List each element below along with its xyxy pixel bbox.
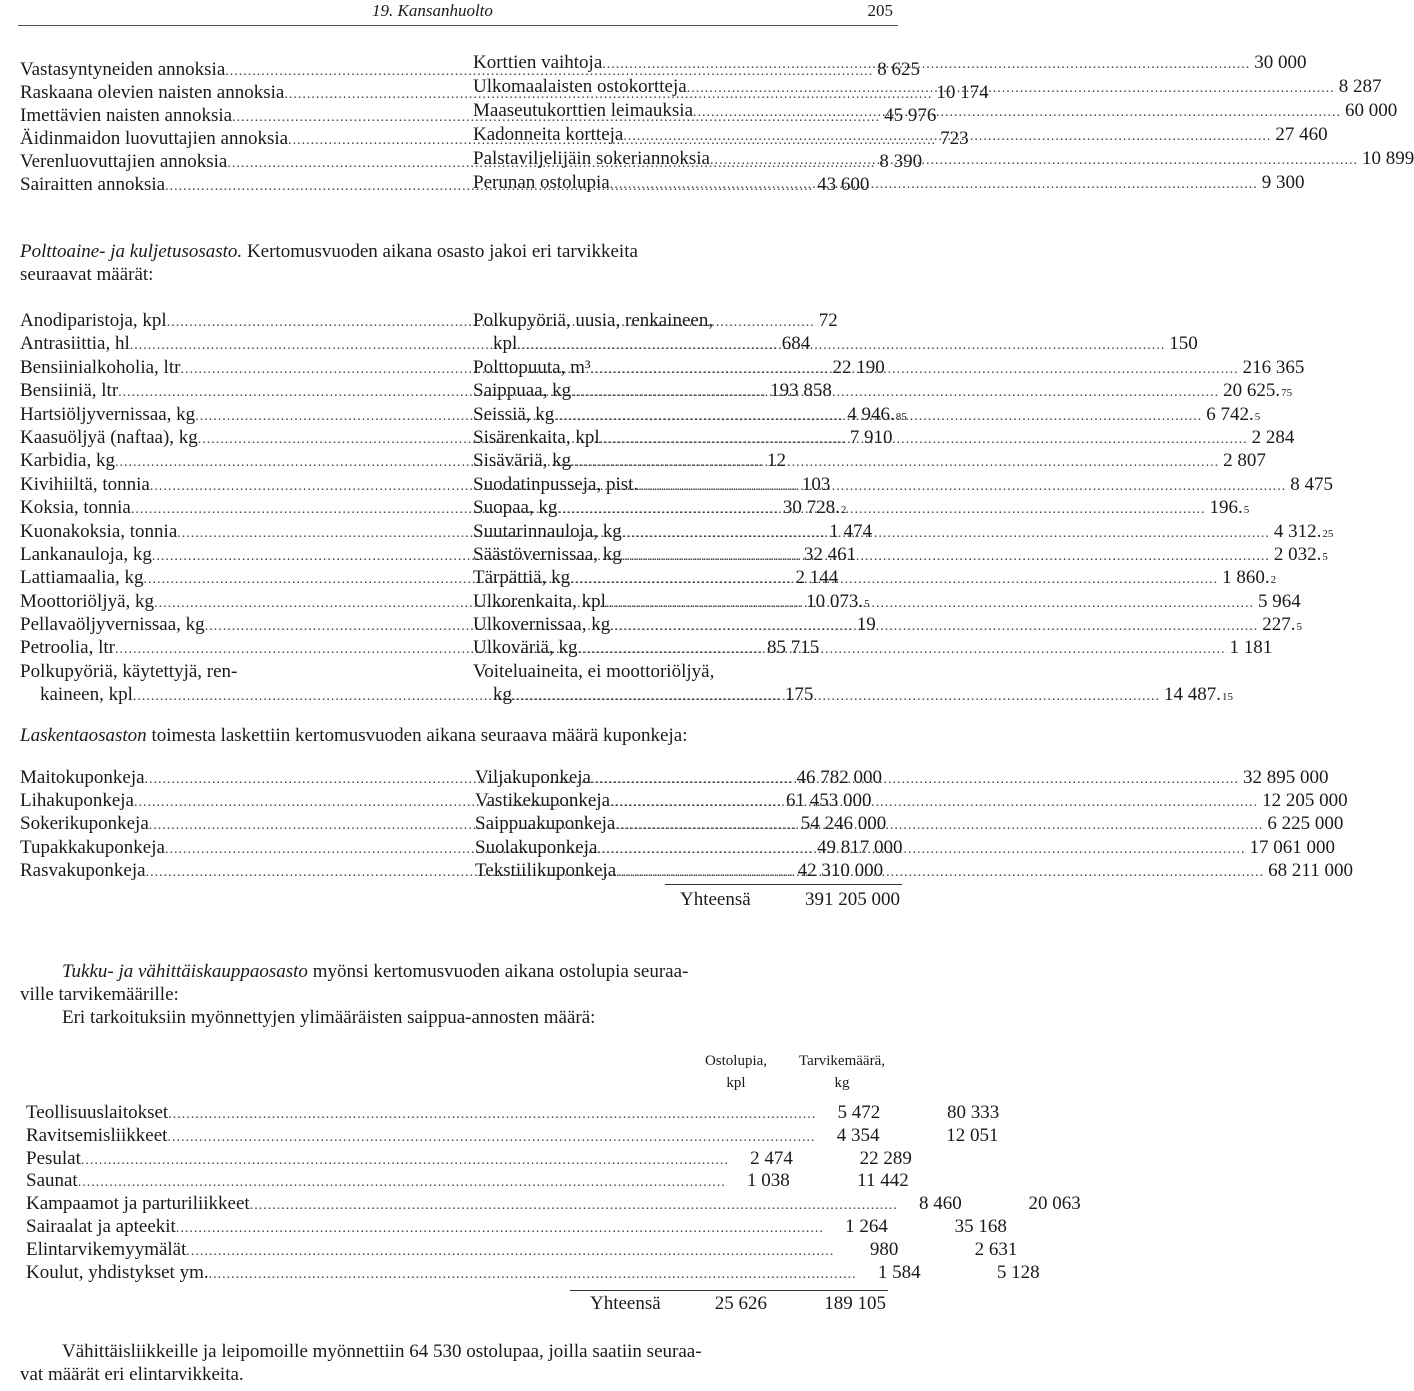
- item-label: Kivihiiltä, tonnia: [20, 473, 150, 495]
- soap-row-permits: 4 354: [836, 1124, 880, 1146]
- item-value-text: 12: [766, 450, 786, 472]
- dot-leader: [600, 433, 1248, 447]
- soap-row-amount: 35 168: [954, 1215, 1007, 1237]
- list-item: [473, 333, 1198, 357]
- dot-leader: [687, 82, 1335, 96]
- list-item: [473, 637, 1273, 661]
- item-value: [1264, 861, 1353, 880]
- item-label: Pellavaöljyvernissaa, kg: [20, 614, 205, 636]
- item-value-text: 42 310 000: [797, 859, 884, 881]
- dot-leader: [606, 597, 1254, 611]
- coupons-total-rule: [665, 884, 902, 885]
- list-item: [473, 473, 1333, 498]
- item-value: [1358, 149, 1414, 168]
- item-label: Rasvakuponkeja: [20, 859, 146, 881]
- soap-row-permits: 1 038: [746, 1170, 790, 1192]
- item-label: Karbidia, kg: [20, 450, 115, 472]
- item-label: Suopaa, kg: [473, 497, 558, 519]
- fuel-intro-text: Kertomusvuoden aikana osasto jakoi eri tarvikkeita: [242, 241, 638, 262]
- dot-leader: [577, 643, 1225, 657]
- soap-row-amount: 22 289: [859, 1147, 912, 1169]
- item-value-text: 60 000: [1345, 100, 1398, 121]
- item-value: [1205, 498, 1249, 517]
- coupons-total-value: 391 205 000: [805, 889, 900, 910]
- item-value: [1225, 638, 1272, 657]
- item-value: [1245, 838, 1335, 857]
- soap-row-label: Saunat: [26, 1170, 78, 1192]
- soap-total-permits: 25 626: [714, 1293, 767, 1314]
- item-label: Ulkoväriä, kg: [473, 637, 578, 659]
- item-value-text: 2 284: [1251, 426, 1295, 448]
- soap-row-amount: 5 128: [996, 1261, 1040, 1283]
- item-value-text: 10 899: [1361, 148, 1414, 169]
- item-label: Verenluovuttajien annoksia: [20, 151, 228, 172]
- table-row: [26, 1193, 1081, 1217]
- soap-row-label: Teollisuuslaitokset: [26, 1102, 169, 1123]
- item-label: Säästövernissaa, kg: [473, 543, 622, 565]
- item-value-text: 2 807: [1223, 450, 1266, 472]
- dot-leader: [81, 1154, 729, 1168]
- soap-row-amount: 20 063: [1028, 1193, 1081, 1215]
- item-value: [1248, 428, 1295, 447]
- soap-col2-header-line2: kg: [834, 1075, 850, 1091]
- item-label: kg: [493, 684, 512, 706]
- soap-row-label: Elintarvikemyymälät: [26, 1238, 187, 1260]
- list-item: [473, 590, 1301, 615]
- item-label: Ulkovernissaa, kg: [473, 614, 611, 636]
- soap-row-amount: 12 051: [946, 1124, 999, 1146]
- item-value-text: 216 365: [1242, 356, 1305, 378]
- item-value-text: 68 211 000: [1268, 859, 1353, 881]
- item-value: [1258, 173, 1305, 192]
- item-label: Saippuaa, kg: [473, 380, 572, 402]
- soap-row-label: Kampaamot ja parturiliikkeet: [26, 1193, 250, 1215]
- dot-leader: [610, 796, 1258, 810]
- item-label: Polttopuuta, m³: [473, 356, 591, 378]
- dot-leader: [176, 1222, 824, 1236]
- soap-row-label: Sairaalat ja apteekit: [26, 1215, 176, 1237]
- wholesale-intro-line2: ville tarvikemäärille:: [20, 984, 179, 1005]
- page-header: [0, 2, 960, 24]
- item-value-text: 8 287: [1338, 76, 1382, 97]
- item-label: Maitokuponkeja: [20, 767, 145, 788]
- item-label: Sokerikuponkeja: [20, 813, 149, 835]
- decimal-suffix: 75: [1281, 387, 1293, 400]
- item-value-text: 723: [940, 128, 969, 149]
- list-item: [473, 311, 897, 334]
- item-value: [1341, 101, 1397, 120]
- item-label: Vastikekuponkeja: [475, 790, 611, 812]
- page-number: 205: [867, 1, 893, 20]
- item-value-text: 46 782 000: [796, 767, 883, 788]
- soap-row-label: Ravitsemisliikkeet: [26, 1124, 168, 1146]
- soap-row-label: Koulut, yhdistykset ym.: [26, 1261, 209, 1283]
- dot-leader: [638, 480, 1286, 494]
- item-value-text: 1 181: [1229, 637, 1273, 659]
- soap-row-permits: 5 472: [837, 1102, 881, 1123]
- item-value-text: 32 461: [803, 543, 857, 565]
- item-value-text: 12 205 000: [1262, 790, 1348, 812]
- decimal-suffix: 2: [840, 504, 847, 517]
- list-item: [473, 662, 897, 685]
- dot-leader: [710, 154, 1358, 168]
- item-label: Polkupyöriä, käytettyjä, ren-: [20, 660, 238, 682]
- item-label: Lankanauloja, kg: [20, 543, 152, 565]
- item-value-text: 10 073.: [806, 590, 864, 612]
- item-label: Polkupyöriä, uusia, renkaineen,: [473, 310, 714, 331]
- item-value: [1258, 615, 1302, 634]
- item-value-text: 19: [856, 614, 876, 636]
- fuel-intro: [20, 240, 900, 286]
- dot-leader: [591, 773, 1239, 787]
- item-label: Suutarinnauloja, kg: [473, 520, 622, 542]
- dot-leader: [615, 819, 1263, 833]
- list-item: [475, 836, 1335, 861]
- item-label: Ulkomaalaisten ostokortteja: [473, 76, 687, 97]
- item-label: Tupakkakuponkeja: [20, 836, 165, 858]
- item-label: Ulkorenkaita, kpl: [473, 590, 606, 612]
- item-label: Saippuakuponkeja: [475, 813, 616, 835]
- item-value: [1219, 451, 1266, 470]
- closing-line2: vat määrät eri elintarvikkeita.: [20, 1364, 244, 1385]
- dot-leader: [591, 363, 1239, 377]
- item-label: Bensiinialkoholia, ltr: [20, 356, 181, 378]
- item-value-text: 8 390: [879, 151, 923, 172]
- item-value: [1286, 475, 1333, 494]
- soap-total-label: Yhteensä: [590, 1293, 661, 1314]
- item-label: Sairaitten annoksia: [20, 174, 166, 195]
- item-value: [1270, 522, 1334, 541]
- item-value-text: 684: [781, 333, 811, 355]
- item-label: Maaseutukorttien leimauksia: [473, 100, 694, 121]
- item-value-text: 193 858: [770, 380, 832, 402]
- item-value-text: 9 300: [1261, 172, 1305, 193]
- table-row: [26, 1102, 1000, 1126]
- soap-row-amount: 11 442: [857, 1170, 909, 1192]
- table-row: [26, 1147, 912, 1172]
- item-label: Anodiparistoja, kpl: [20, 310, 167, 331]
- dot-leader: [616, 866, 1264, 880]
- table-row: [26, 1170, 909, 1194]
- item-value-text: 61 453 000: [785, 790, 872, 812]
- item-label: Moottoriöljyä, kg: [20, 590, 155, 612]
- list-item: [475, 813, 1344, 837]
- item-value-text: 8 625: [877, 59, 921, 80]
- item-value-text: 49 817 000: [816, 836, 903, 858]
- soap-total-rule: [570, 1290, 888, 1291]
- item-value-text: 32 895 000: [1243, 767, 1329, 788]
- item-value: [1239, 768, 1329, 787]
- item-label: Vastasyntyneiden annoksia: [20, 59, 226, 80]
- list-item: [475, 767, 1329, 791]
- list-item: [473, 380, 1293, 404]
- item-label: Hartsiöljyvernissaa, kg: [20, 403, 196, 425]
- header-rule: [18, 25, 898, 26]
- dot-leader: [597, 843, 1245, 857]
- soap-row-label: Pesulat: [26, 1147, 81, 1169]
- table-row: [26, 1215, 1007, 1240]
- list-item: [473, 356, 1305, 381]
- item-label: Äidinmaidon luovuttajien annoksia: [20, 128, 289, 149]
- page-title: 19. Kansanhuolto: [372, 1, 493, 20]
- closing-paragraph: [20, 1340, 900, 1386]
- item-label: Kuonakoksia, tonnia: [20, 520, 178, 542]
- item-value-text: 14 487.: [1164, 684, 1221, 706]
- dot-leader: [557, 503, 1205, 517]
- soap-row-permits: 1 264: [845, 1215, 888, 1237]
- dot-leader: [209, 1268, 857, 1282]
- wholesale-section-title: Tukku- ja vähittäiskauppaosasto: [62, 961, 308, 982]
- item-label: Kaasuöljyä (naftaa), kg: [20, 426, 198, 448]
- dot-leader: [610, 178, 1258, 192]
- decimal-suffix: 5: [864, 597, 870, 610]
- wholesale-intro-line3: Eri tarkoituksiin myönnettyjen ylimääräisten saippua-annosten määrä:: [62, 1007, 596, 1028]
- item-label: Lihakuponkeja: [20, 790, 134, 812]
- list-item: [473, 614, 1302, 638]
- dot-leader: [168, 1108, 816, 1122]
- item-value: [1258, 791, 1348, 810]
- item-label: Seissiä, kg: [473, 403, 555, 425]
- fuel-section-title: Polttoaine- ja kuljetusosasto.: [20, 241, 243, 262]
- soap-total-amount: 189 105: [824, 1293, 886, 1314]
- item-value-text: 103: [801, 473, 831, 495]
- item-label: Korttien vaihtoja: [473, 52, 603, 73]
- decimal-suffix: 25: [1322, 527, 1334, 540]
- dot-leader: [693, 106, 1341, 120]
- item-label: Perunan ostolupia: [473, 172, 610, 193]
- decimal-suffix: 5: [1254, 410, 1261, 423]
- item-value-text: 7 910: [849, 426, 893, 448]
- decimal-suffix: 5: [1296, 621, 1302, 634]
- item-value: [1165, 334, 1198, 353]
- item-value-text: 43 600: [817, 174, 870, 195]
- item-value-text: 2 032.: [1273, 543, 1322, 565]
- item-label: Kadonneita kortteja: [473, 124, 624, 145]
- item-value-text: 1 860.: [1222, 567, 1270, 589]
- list-item: [473, 450, 1266, 474]
- dot-leader: [250, 1199, 898, 1213]
- list-item: [473, 684, 1233, 708]
- item-value-text: 30 728.: [782, 497, 840, 519]
- item-value: [1271, 125, 1327, 144]
- dot-leader: [570, 573, 1218, 587]
- decimal-suffix: 5: [1322, 550, 1328, 563]
- list-item: [475, 859, 1353, 884]
- fuel-intro-line2: seuraavat määrät:: [20, 264, 154, 285]
- item-value-text: 6 742.: [1206, 403, 1254, 425]
- dot-leader: [610, 620, 1258, 634]
- soap-row-permits: 1 584: [877, 1261, 921, 1283]
- list-item: [473, 497, 1250, 521]
- item-value-text: 4 946.: [847, 403, 895, 425]
- table-row: [26, 1124, 999, 1149]
- list-item: [473, 172, 1305, 197]
- item-value-text: 227.: [1262, 614, 1296, 636]
- item-value-text: 150: [1169, 333, 1198, 355]
- item-label: Antrasiittia, hl: [20, 333, 130, 355]
- soap-table: [26, 1102, 1081, 1285]
- item-value-text: 5 964: [1257, 590, 1301, 612]
- coupon-intro: [20, 724, 900, 747]
- list-item: [473, 426, 1295, 451]
- table-row: [26, 1261, 1040, 1286]
- item-value-text: 6 225 000: [1267, 813, 1344, 835]
- soap-row-permits: 8 460: [918, 1193, 962, 1215]
- list-item: [473, 520, 1334, 545]
- soap-col1-header-line1: Ostolupia,: [704, 1053, 768, 1069]
- item-value: [1202, 405, 1260, 424]
- item-label: kpl: [493, 333, 518, 355]
- dot-leader: [622, 527, 1270, 541]
- item-value-text: 45 976: [884, 105, 937, 126]
- decimal-suffix: 2: [1270, 574, 1277, 587]
- dot-leader: [512, 690, 1160, 704]
- item-label: Viljakuponkeja: [475, 767, 591, 788]
- soap-col1-header-line2: kpl: [726, 1075, 746, 1091]
- item-label: Suolakuponkeja: [475, 836, 598, 858]
- item-value: [1335, 77, 1382, 96]
- item-value: [1250, 53, 1306, 72]
- soap-col1-header: [686, 1050, 786, 1094]
- item-value-text: 72: [818, 310, 838, 331]
- item-value: [1263, 814, 1343, 833]
- coupons-total: [680, 890, 900, 909]
- decimal-suffix: 5: [1243, 504, 1250, 517]
- item-value-text: 10 174: [936, 82, 989, 103]
- item-value-text: 85 715: [766, 637, 820, 659]
- item-value: [1219, 381, 1292, 400]
- item-label: kaineen, kpl: [40, 684, 133, 706]
- closing-line1: Vähittäisliikkeille ja leipomoille myönnettiin 64 530 ostolupaa, joilla saatiin seuraa-: [62, 1341, 702, 1362]
- soap-row-permits: 2 474: [750, 1147, 793, 1169]
- coupon-intro-text: toimesta laskettiin kertomusvuoden aikana seuraava määrä kuponkeja:: [146, 725, 688, 746]
- item-label: Tekstiilikuponkeja: [475, 859, 617, 881]
- dot-leader: [186, 1245, 834, 1259]
- list-item: [473, 567, 1277, 591]
- item-value-text: 30 000: [1254, 52, 1307, 73]
- soap-total-row: [570, 1294, 886, 1313]
- item-value-text: 1 474: [829, 520, 873, 542]
- item-label: Raskaana olevien naisten annoksia: [20, 82, 285, 103]
- item-label: Palstaviljelijäin sokeriannoksia: [473, 148, 710, 169]
- list-item: [473, 543, 1328, 568]
- decimal-suffix: 15: [1222, 691, 1233, 704]
- item-value-text: 196.: [1209, 497, 1243, 519]
- item-value-text: 20 625.: [1223, 380, 1281, 402]
- item-value-text: 175: [784, 684, 814, 706]
- decimal-suffix: 85: [895, 410, 907, 423]
- list-item: [475, 790, 1348, 814]
- dot-leader: [622, 550, 1270, 564]
- table-row: [26, 1238, 1018, 1263]
- item-label: Imettävien naisten annoksia: [20, 105, 233, 126]
- item-value-text: 54 246 000: [800, 813, 887, 835]
- item-value-text: 27 460: [1275, 124, 1328, 145]
- dot-leader: [78, 1176, 726, 1190]
- soap-row-amount: 80 333: [946, 1102, 1000, 1123]
- item-label: Sisärenkaita, kpl: [473, 426, 600, 448]
- coupons-total-label: Yhteensä: [680, 889, 751, 910]
- list-item: [20, 662, 416, 685]
- item-value-text: 8 475: [1290, 473, 1333, 495]
- item-label: Petroolia, ltr: [20, 637, 115, 659]
- soap-col2-header: [782, 1050, 902, 1094]
- item-value: [1254, 592, 1301, 611]
- soap-col2-header-line1: Tarvikemäärä,: [799, 1053, 885, 1069]
- coupon-section-title: Laskentaosaston: [20, 725, 147, 746]
- dot-leader: [571, 456, 1219, 470]
- item-label: Lattiamaalia, kg: [20, 567, 144, 589]
- wholesale-intro-text: myönsi kertomusvuoden aikana ostolupia seuraa-: [307, 961, 689, 982]
- item-value: [1160, 685, 1233, 704]
- item-value-text: 2 144: [795, 567, 839, 589]
- dot-leader: [517, 339, 1165, 353]
- item-value-text: 17 061 000: [1249, 836, 1335, 858]
- dot-leader: [554, 410, 1202, 424]
- dot-leader: [623, 130, 1271, 144]
- wholesale-intro: [20, 960, 900, 1029]
- item-value-text: 4 312.: [1273, 520, 1322, 542]
- item-value: [1239, 358, 1305, 377]
- item-value: [1270, 545, 1328, 564]
- item-label: Voiteluaineita, ei moottoriöljyä,: [473, 660, 715, 682]
- coupons-right-list: [475, 767, 1353, 884]
- item-label: Koksia, tonnia: [20, 497, 131, 519]
- dot-leader: [167, 1131, 815, 1145]
- item-label: Sisäväriä, kg: [473, 450, 572, 472]
- item-label: Tärpättiä, kg: [473, 567, 571, 589]
- item-value: [1218, 568, 1276, 587]
- soap-row-amount: 2 631: [974, 1238, 1018, 1260]
- item-label: Suodatinpusseja, pist.: [473, 473, 639, 495]
- item-label: Bensiiniä, ltr: [20, 380, 119, 402]
- soap-row-permits: 980: [869, 1238, 899, 1260]
- item-value-text: 22 190: [832, 356, 885, 378]
- dot-leader: [571, 386, 1219, 400]
- dot-leader: [602, 58, 1250, 72]
